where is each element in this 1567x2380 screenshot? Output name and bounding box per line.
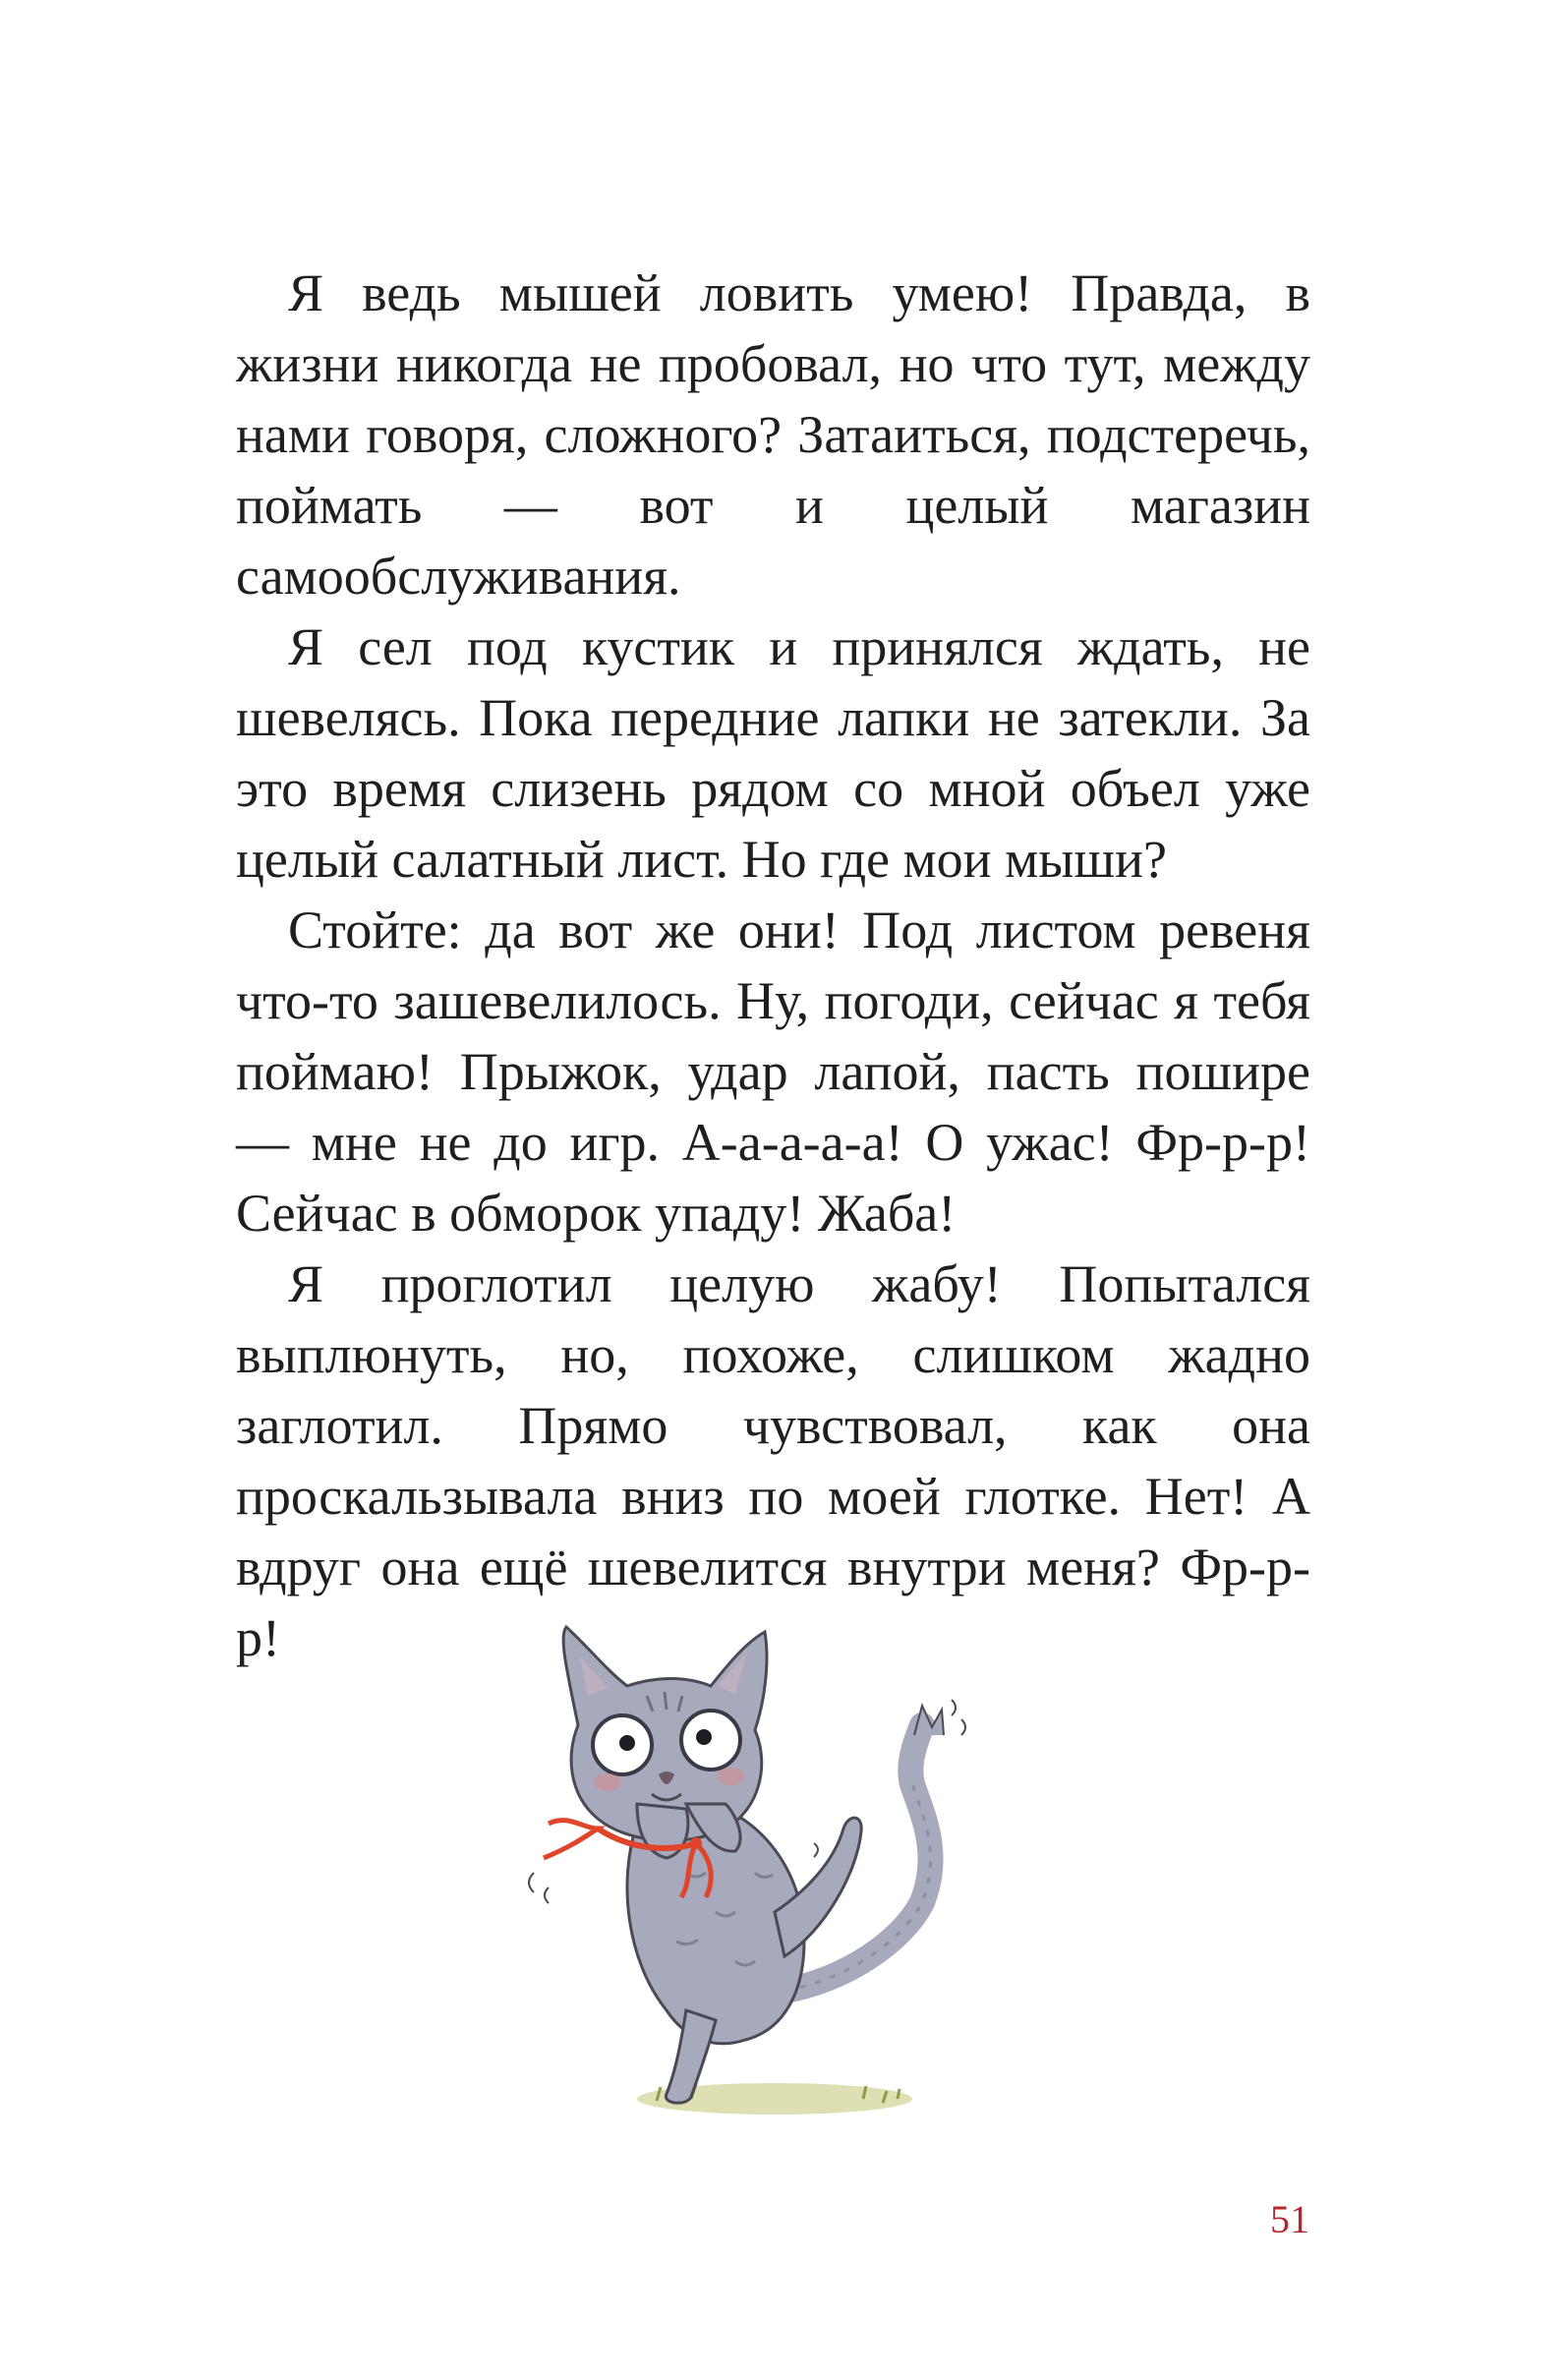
paragraph: Я сел под кустик и принялся ждать, не шевелясь. Пока передние лапки не затекли. За это время слизень рядом со мной объел уже целый салатный лист. Но где мои мыши? (236, 617, 1310, 889)
page-number: 51 (1270, 2197, 1309, 2241)
paragraph: Я ведь мышей ловить умею! Правда, в жизни никогда не пробовал, но что тут, между нами говоря, сложного? Затаиться, подстеречь, поймать — вот и целый магазин самообслуживания. (236, 263, 1310, 606)
paragraph: Я проглотил целую жабу! Попытался выплюнуть, но, похоже, слишком жадно заглотил. Прямо чувствовал, как она проскальзывала вниз по моей глотке. Нет! А вдруг она ещё шевелится внутри меня? Фр-р-р! (236, 1254, 1310, 1667)
body-text (236, 258, 1310, 1673)
cat-tail (784, 1725, 931, 1991)
paragraph: Стойте: да вот же они! Под листом ревеня что-то зашевелилось. Ну, погоди, сейчас я тебя поймаю! Прыжок, удар лапой, пасть пошире — мне не до игр. А-а-а-а-а! О ужас! Фр-р-р! Сейчас в обморок упаду! Жаба! (236, 900, 1310, 1243)
tail-tip (914, 1706, 944, 1735)
cat-illustration (490, 1617, 1119, 2138)
